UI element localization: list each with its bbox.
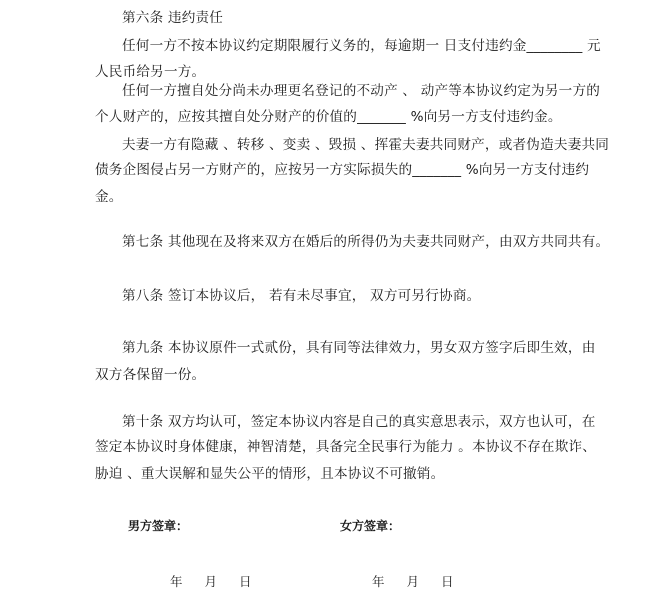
article6-p2-line1: 任何一方擅自处分尚未办理更名登记的不动产 、 动产等本协议约定为另一方的 — [122, 83, 601, 99]
article6-p2-line2: 个人财产的，应按其擅自处分财产的价值的_______ %向另一方支付违约金。 — [95, 109, 562, 125]
article6-title: 第六条 违约责任 — [122, 10, 224, 26]
article10-line1: 第十条 双方均认可，签定本协议内容是自己的真实意思表示，双方也认可，在 — [122, 414, 596, 430]
article6-p1-line1: 任何一方不按本协议约定期限履行义务的，每逾期一 日支付违约金________ 元 — [122, 38, 601, 54]
male-signature-label: 男方签章： — [128, 519, 189, 533]
article6-p3-line1: 夫妻一方有隐藏 、转移 、变卖 、毁损 、挥霍夫妻共同财产，或者伪造夫妻共同 — [122, 137, 610, 153]
article6-p3-line2: 债务企图侵占另一方财产的，应按另一方实际损失的_______ %向另一方支付违约 — [95, 162, 590, 178]
article10-line3: 胁迫 、重大误解和显失公平的情形，且本协议不可撤销。 — [95, 466, 445, 482]
female-signature-label: 女方签章： — [340, 519, 401, 533]
article9-line1: 第九条 本协议原件一式贰份，具有同等法律效力，男女双方签字后即生效，由 — [122, 340, 596, 356]
article10-line2: 签定本协议时身体健康，神智清楚，具备完全民事行为能力 。本协议不存在欺诈、 — [95, 439, 597, 455]
male-sign-date: 年 月 日 — [170, 574, 252, 589]
article6-p1-line2: 人民币给另一方。 — [95, 64, 206, 80]
article7-line1: 第七条 其他现在及将来双方在婚后的所得仍为夫妻共同财产，由双方共同共有。 — [122, 234, 610, 250]
article8-line1: 第八条 签订本协议后， 若有未尽事宜， 双方可另行协商。 — [122, 288, 481, 304]
article6-p3-line3: 金。 — [95, 189, 123, 205]
article9-line2: 双方各保留一份。 — [95, 367, 206, 383]
female-sign-date: 年 月 日 — [372, 574, 454, 589]
